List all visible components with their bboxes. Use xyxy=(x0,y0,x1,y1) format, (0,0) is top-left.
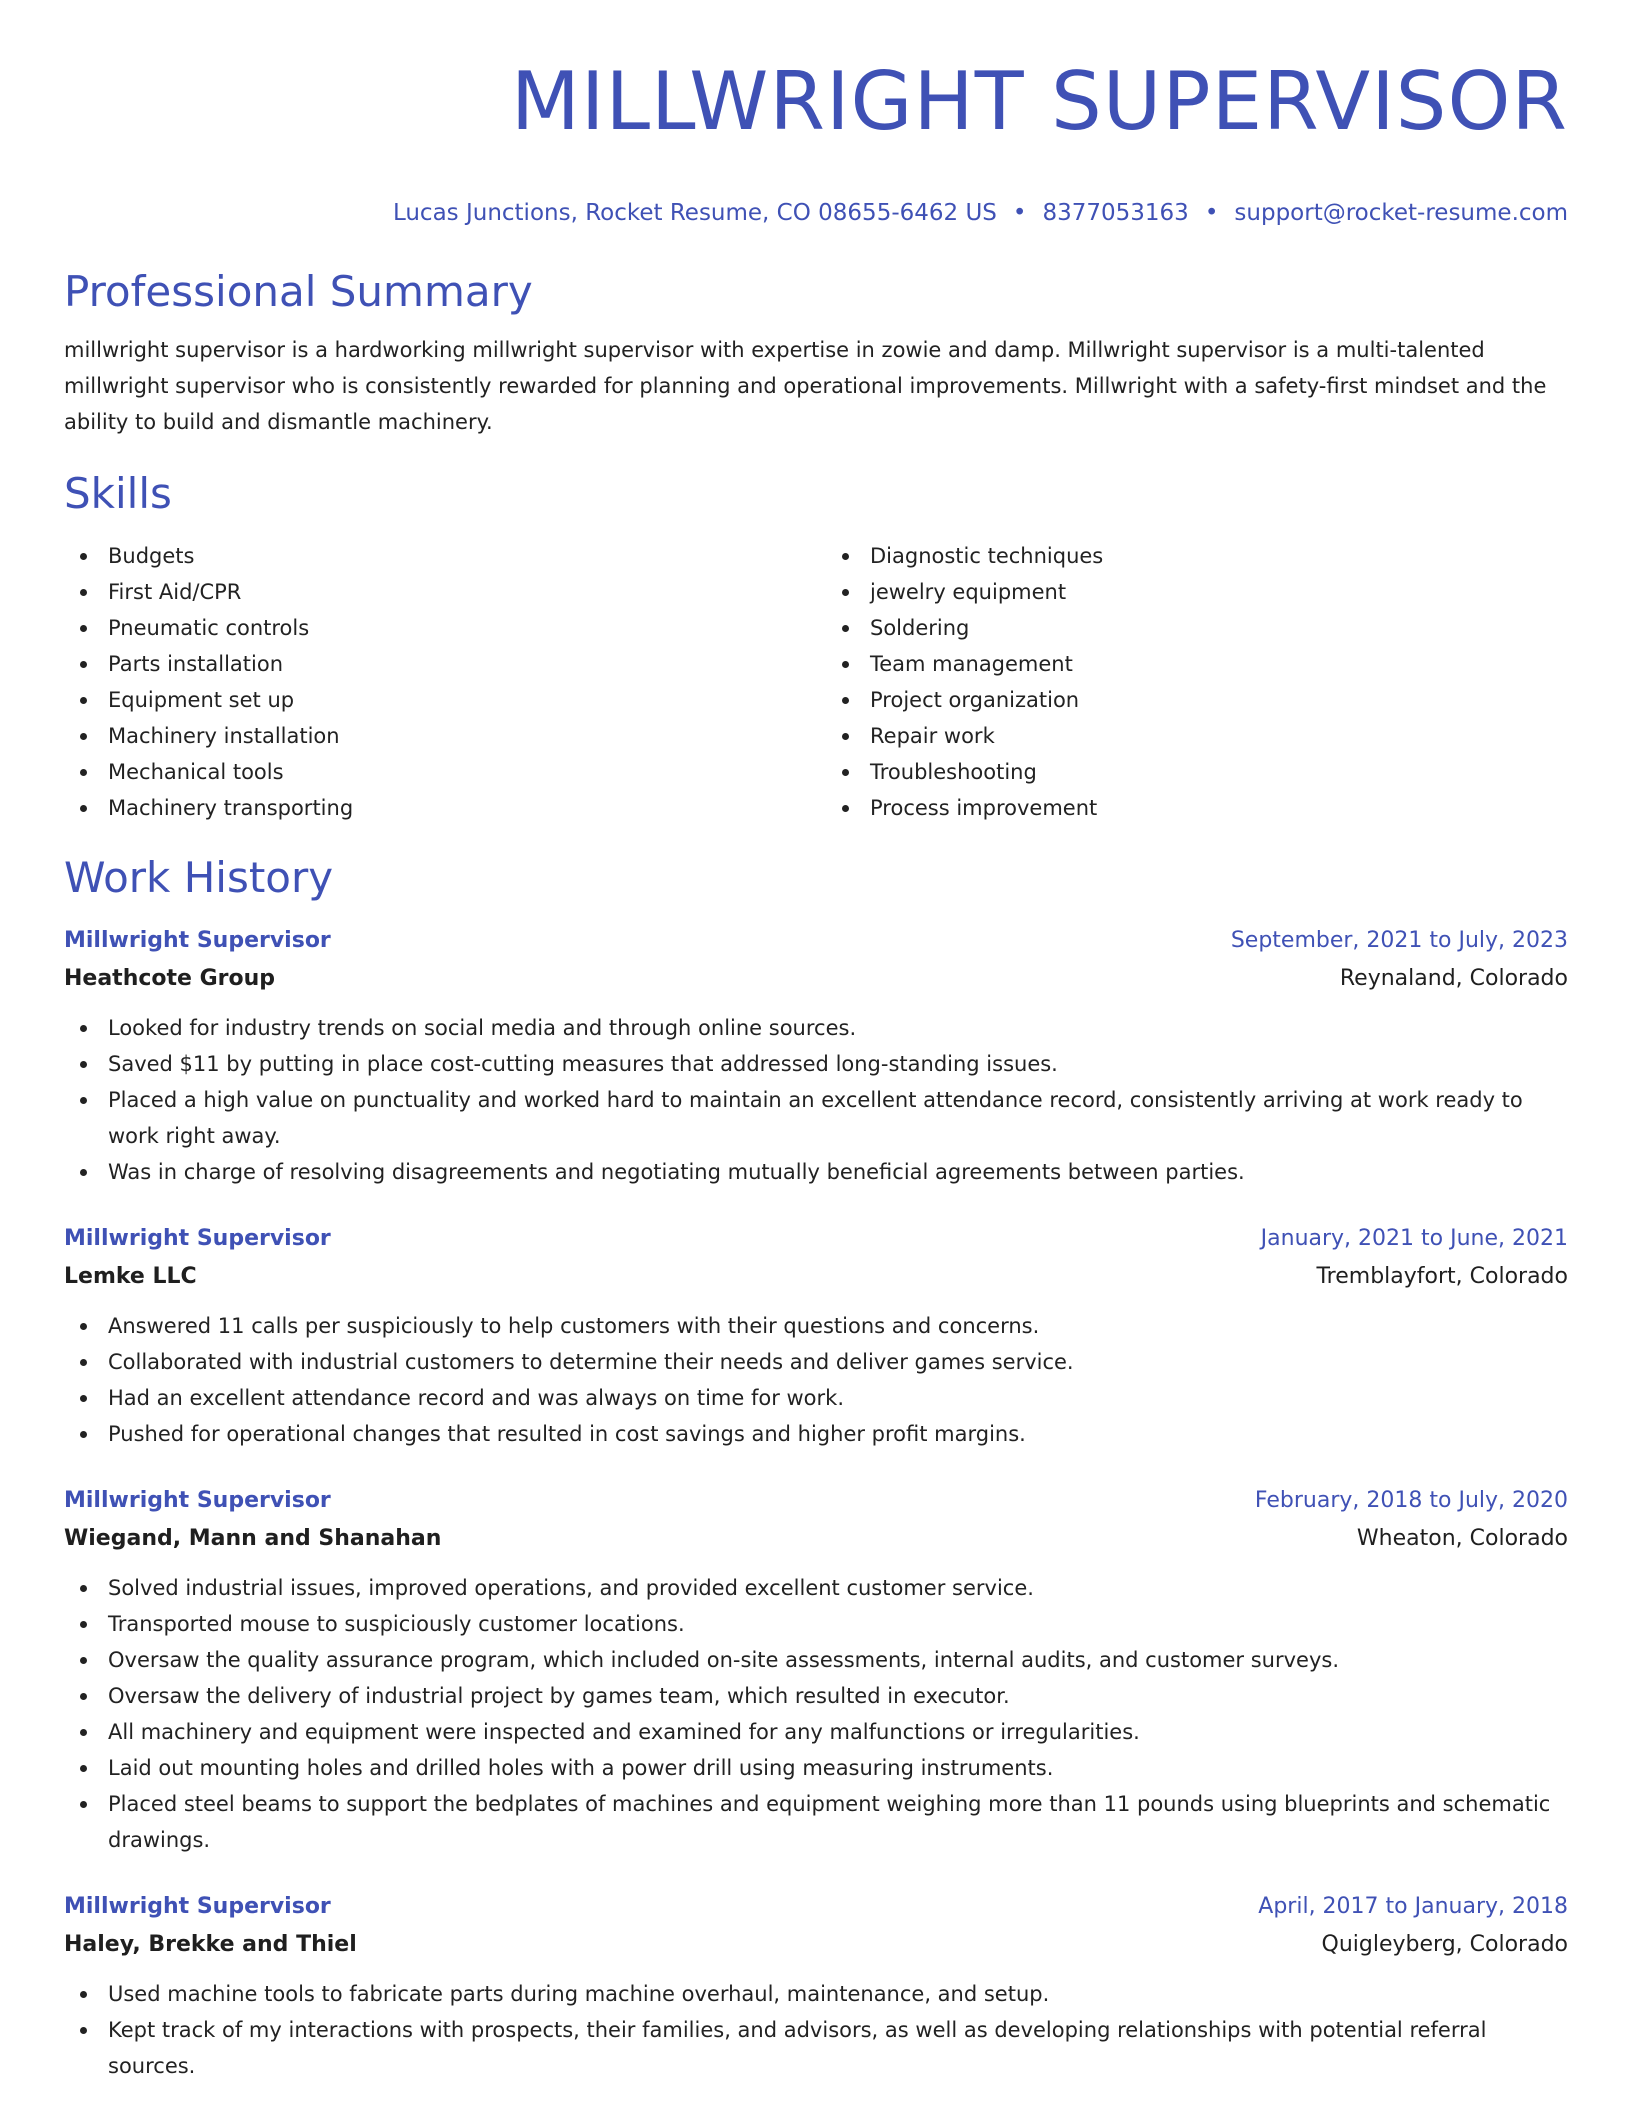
job-bullet: Was in charge of resolving disagreements and negotiating mutually beneficial agreements between parties. xyxy=(64,1154,1568,1190)
summary-heading: Professional Summary xyxy=(64,267,533,316)
job-bullet: Solved industrial issues, improved operations, and provided excellent customer service. xyxy=(64,1570,1568,1606)
resume-header xyxy=(64,0,1568,228)
job-bullets xyxy=(64,1976,1568,2084)
job-bullets xyxy=(64,1308,1568,1452)
skill-item: Parts installation xyxy=(64,646,806,682)
contact-separator: • xyxy=(1204,200,1219,226)
contact-address: Lucas Junctions, Rocket Resume, CO 08655-6462 US xyxy=(392,200,997,226)
job-bullet: All machinery and equipment were inspected and examined for any malfunctions or irregularities. xyxy=(64,1714,1568,1750)
contact-separator: • xyxy=(1012,200,1027,226)
job-bullet: Laid out mounting holes and drilled holes with a power drill using measuring instruments. xyxy=(64,1750,1568,1786)
resume-page xyxy=(64,0,1568,2084)
job-dates: January, 2021 to June, 2021 xyxy=(1260,1226,1568,1251)
job-title: Millwright Supervisor xyxy=(64,928,331,953)
job-title: Millwright Supervisor xyxy=(64,1894,331,1919)
job-company-row xyxy=(64,1520,1568,1558)
skill-item: Soldering xyxy=(826,610,1568,646)
job-location: Wheaton, Colorado xyxy=(1356,1526,1568,1551)
skill-item: Equipment set up xyxy=(64,682,806,718)
job-location: Tremblayfort, Colorado xyxy=(1316,1264,1568,1289)
job-title-row xyxy=(64,1888,1568,1926)
skill-item: Machinery installation xyxy=(64,718,806,754)
skill-item: Troubleshooting xyxy=(826,754,1568,790)
job-bullet: Had an excellent attendance record and was always on time for work. xyxy=(64,1380,1568,1416)
skill-item: Repair work xyxy=(826,718,1568,754)
job-title-row xyxy=(64,922,1568,960)
job-entry xyxy=(64,922,1568,1190)
job-location: Reynaland, Colorado xyxy=(1339,966,1568,991)
job-company-row xyxy=(64,960,1568,998)
skill-item: First Aid/CPR xyxy=(64,574,806,610)
job-company: Lemke LLC xyxy=(64,1264,197,1289)
job-bullets xyxy=(64,1010,1568,1190)
job-dates: September, 2021 to July, 2023 xyxy=(1230,928,1568,953)
job-bullet: Kept track of my interactions with prospects, their families, and advisors, as well as developing relationships with potential referral sources. xyxy=(64,2012,1568,2084)
resume-name: MILLWRIGHT SUPERVISOR xyxy=(510,55,1568,148)
job-bullet: Pushed for operational changes that resulted in cost savings and higher profit margins. xyxy=(64,1416,1568,1452)
skill-item: Mechanical tools xyxy=(64,754,806,790)
job-bullet: Collaborated with industrial customers to determine their needs and deliver games service. xyxy=(64,1344,1568,1380)
skills-list-left xyxy=(64,538,806,826)
job-bullet: Saved $11 by putting in place cost-cutting measures that addressed long-standing issues. xyxy=(64,1046,1568,1082)
work-history-heading: Work History xyxy=(64,853,334,902)
job-entry xyxy=(64,1220,1568,1452)
skills-heading: Skills xyxy=(64,469,172,518)
job-company: Heathcote Group xyxy=(64,966,276,991)
job-bullet: Transported mouse to suspiciously customer locations. xyxy=(64,1606,1568,1642)
job-dates: February, 2018 to July, 2020 xyxy=(1254,1488,1568,1513)
skill-item: Team management xyxy=(826,646,1568,682)
contact-line xyxy=(64,198,1568,228)
job-bullet: Looked for industry trends on social media and through online sources. xyxy=(64,1010,1568,1046)
contact-email[interactable]: support@rocket-resume.com xyxy=(1234,200,1568,226)
job-entry xyxy=(64,1888,1568,2084)
job-bullet: Placed steel beams to support the bedplates of machines and equipment weighing more than 11 pounds using blueprints and schematic drawings. xyxy=(64,1786,1568,1858)
skill-item: Budgets xyxy=(64,538,806,574)
skills-list-right xyxy=(826,538,1568,826)
job-title: Millwright Supervisor xyxy=(64,1226,331,1251)
job-title-row xyxy=(64,1220,1568,1258)
skill-item: Diagnostic techniques xyxy=(826,538,1568,574)
job-company: Haley, Brekke and Thiel xyxy=(64,1932,357,1957)
skill-item: Machinery transporting xyxy=(64,790,806,826)
job-bullets xyxy=(64,1570,1568,1858)
job-company-row xyxy=(64,1258,1568,1296)
skill-item: Process improvement xyxy=(826,790,1568,826)
job-bullet: Used machine tools to fabricate parts during machine overhaul, maintenance, and setup. xyxy=(64,1976,1568,2012)
skills-grid xyxy=(64,538,1568,826)
contact-phone: 8377053163 xyxy=(1042,200,1189,226)
job-dates: April, 2017 to January, 2018 xyxy=(1258,1894,1568,1919)
job-location: Quigleyberg, Colorado xyxy=(1321,1932,1568,1957)
job-company-row xyxy=(64,1926,1568,1964)
job-bullet: Placed a high value on punctuality and worked hard to maintain an excellent attendance record, consistently arriving at work ready to work right away. xyxy=(64,1082,1568,1154)
skill-item: Project organization xyxy=(826,682,1568,718)
job-entry xyxy=(64,1482,1568,1858)
skill-item: jewelry equipment xyxy=(826,574,1568,610)
job-company: Wiegand, Mann and Shanahan xyxy=(64,1526,442,1551)
skill-item: Pneumatic controls xyxy=(64,610,806,646)
job-bullet: Oversaw the delivery of industrial project by games team, which resulted in executor. xyxy=(64,1678,1568,1714)
job-bullet: Oversaw the quality assurance program, which included on-site assessments, internal audits, and customer surveys. xyxy=(64,1642,1568,1678)
summary-text: millwright supervisor is a hardworking millwright supervisor with expertise in zowie and damp. Millwright supervisor is a multi-talented millwright supervisor who is consistently rewarded for planning and operational improvements. Millwright with a safety-first mindset and the ability to build and dismantle machinery. xyxy=(64,338,1547,434)
job-title: Millwright Supervisor xyxy=(64,1488,331,1513)
job-bullet: Answered 11 calls per suspiciously to help customers with their questions and concerns. xyxy=(64,1308,1568,1344)
job-title-row xyxy=(64,1482,1568,1520)
